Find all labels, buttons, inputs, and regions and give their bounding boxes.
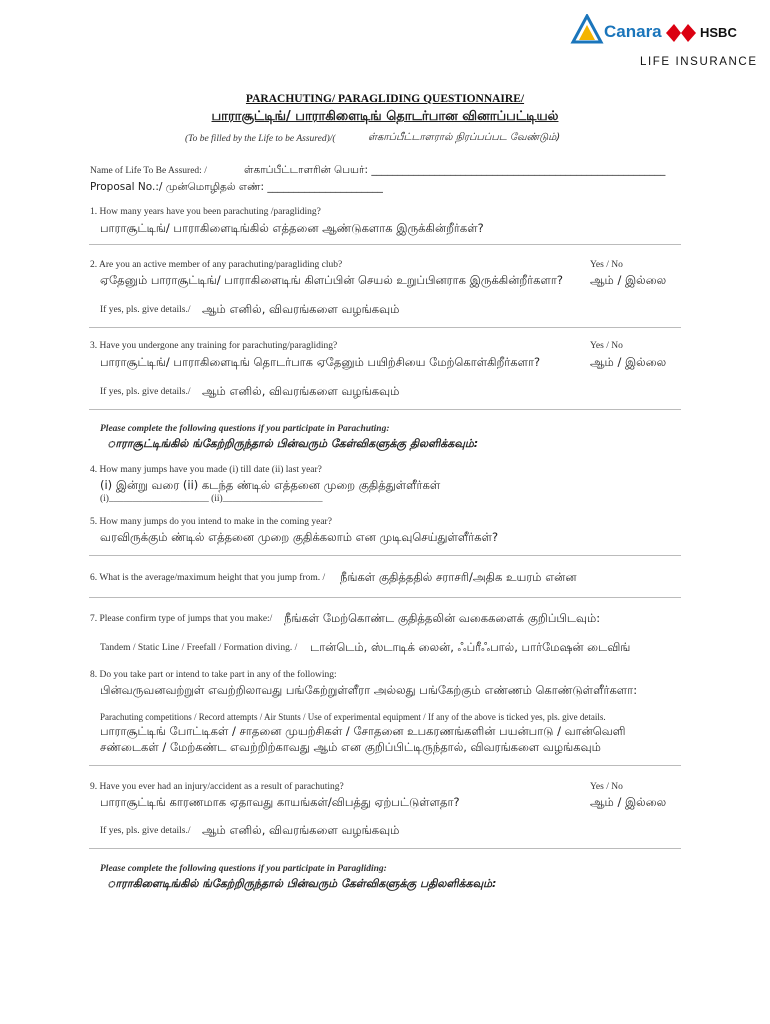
q7-text-ta: நீங்கள் மேற்கொண்ட குதித்தலின் வகைகளைக் குறிப்பிடவும்: xyxy=(284,611,601,625)
title-ta: பாராசூட்டிங்/ பாராகிளைடிங் தொடர்பான வினாப்பட்டியல் xyxy=(211,109,559,124)
q7-types-ta: டான்டெம், ஸ்டாடிக் லைன், ஃப்ரீஃபால், பார்மேஷன் டைவிங் xyxy=(310,640,631,654)
q3-yes-no-ta[interactable]: ஆம் / இல்லை xyxy=(590,355,667,369)
q9-text-ta: பாராசூட்டிங் காரணமாக ஏதாவது காயங்கள்/விபத்து ஏற்பட்டுள்ளதா? xyxy=(100,795,460,809)
q1-text-ta: பாராசூட்டிங்/ பாராகிளைடிங்கில் எத்தனை ஆண்டுகளாக இருக்கின்றீர்கள்? xyxy=(100,221,484,235)
q9-text-en: 9. Have you ever had an injury/accident as a result of parachuting? xyxy=(90,782,344,792)
canara-logo-icon xyxy=(570,14,604,48)
q2-yes-no-ta[interactable]: ஆம் / இல்லை xyxy=(590,273,667,287)
q3-answer-line[interactable] xyxy=(89,409,681,410)
life-insurance-wordmark: LIFE INSURANCE xyxy=(640,56,758,68)
q2-details-en: If yes, pls. give details./ xyxy=(100,305,191,315)
subtitle-ta: ள்காப்பீட்டாளரால் நிரப்பப்பட வேண்டும்) xyxy=(368,132,561,143)
q1-text-en: 1. How many years have you been parachuting /paragliding? xyxy=(90,207,321,217)
q2-yes-no-en[interactable]: Yes / No xyxy=(590,260,623,270)
q8-list-en: Parachuting competitions / Record attempts / Air Stunts / Use of experimental equipment / If any of the above is ticked yes, pls. give details. xyxy=(100,712,606,722)
proposal-field[interactable]: Proposal No.:/ முன்மொழிதல் எண்: ______________________ xyxy=(90,181,383,193)
q9-yes-no-en[interactable]: Yes / No xyxy=(590,782,623,792)
q9-yes-no-ta[interactable]: ஆம் / இல்லை xyxy=(590,795,667,809)
q3-yes-no-en[interactable]: Yes / No xyxy=(590,341,623,351)
hsbc-wordmark: HSBC xyxy=(700,25,737,40)
q8-answer-line[interactable] xyxy=(89,765,681,766)
q9-answer-line[interactable] xyxy=(89,848,681,849)
q3-details-en: If yes, pls. give details./ xyxy=(100,387,191,397)
q8-list-ta-line2: சண்டைகள் / மேற்கண்ட எவற்றிற்காவது ஆம் என குறிப்பிட்டிருந்தால், விவரங்களை வழங்கவும் xyxy=(100,740,601,754)
q4-text-ta: (i) இன்று வரை (ii) கடந்த ண்டில் எத்தனை முறை குதித்துள்ளீர்கள் xyxy=(100,478,441,492)
q1-answer-line[interactable] xyxy=(89,244,681,245)
company-logo xyxy=(570,14,758,74)
q6-text-ta: நீங்கள் குதித்ததில் சராசரி/அதிக உயரம் என்ன xyxy=(340,570,577,584)
name-field[interactable]: ள்காப்பீட்டாளரின் பெயர்: ________________________________________________________ xyxy=(244,164,666,176)
q7-text-en: 7. Please confirm type of jumps that you make:/ xyxy=(90,614,273,624)
parachuting-section-ta: ாராசூட்டிங்கில் ங்கேற்றிருந்தால் பின்வரும் கேள்விகளுக்கு திலளிக்கவும்: xyxy=(107,437,479,450)
hsbc-hexagon-icon xyxy=(666,24,696,42)
q3-text-ta: பாராசூட்டிங்/ பாராகிளைடிங் தொடர்பாக ஏதேனும் பயிற்சியை மேற்கொள்கிறீர்களா? xyxy=(100,355,541,369)
q2-text-en: 2. Are you an active member of any parachuting/paragliding club? xyxy=(90,260,343,270)
q8-list-ta-line1: பாராசூட்டிங் போட்டிகள் / சாதனை முயற்சிகள் / சோதனை உபகரணங்களின் பயன்பாடு / வான்வெளி xyxy=(100,724,626,738)
q4-blanks[interactable]: (i)_____________________ (ii)_____________________ xyxy=(100,494,323,504)
q2-answer-line[interactable] xyxy=(89,327,681,328)
q8-text-ta: பின்வருவனவற்றுள் எவற்றிலாவது பங்கேற்றுள்ளீரா அல்லது பங்கேற்கும் எண்ணம் கொண்டுள்ளீர்களா: xyxy=(100,683,638,697)
q3-text-en: 3. Have you undergone any training for parachuting/paragliding? xyxy=(90,341,338,351)
paragliding-section-ta: ாராகிளைடிங்கில் ங்கேற்றிருந்தால் பின்வரும் கேள்விகளுக்கு பதிலளிக்கவும்: xyxy=(107,877,497,890)
q7-types-en: Tandem / Static Line / Freefall / Formation diving. / xyxy=(100,643,298,653)
q9-details-ta: ஆம் எனில், விவரங்களை வழங்கவும் xyxy=(202,823,400,837)
q2-details-ta: ஆம் எனில், விவரங்களை வழங்கவும் xyxy=(202,302,400,316)
name-label-en: Name of Life To Be Assured: / xyxy=(90,166,207,176)
q6-text-en: 6. What is the average/maximum height that you jump from. / xyxy=(90,573,326,583)
q5-text-en: 5. How many jumps do you intend to make in the coming year? xyxy=(90,517,332,527)
q5-text-ta: வரவிருக்கும் ண்டில் எத்தனை முறை குதிக்கலாம் என முடிவுசெய்துள்ளீர்கள்? xyxy=(100,530,499,544)
parachuting-section-en: Please complete the following questions if you participate in Parachuting: xyxy=(100,424,390,434)
q3-details-ta: ஆம் எனில், விவரங்களை வழங்கவும் xyxy=(202,384,400,398)
q6-answer-line[interactable] xyxy=(89,597,681,598)
paragliding-section-en: Please complete the following questions if you participate in Paragliding: xyxy=(100,864,387,874)
subtitle-en: (To be filled by the Life to be Assured)/( xyxy=(185,134,336,144)
q4-text-en: 4. How many jumps have you made (i) till date (ii) last year? xyxy=(90,465,322,475)
title-en: PARACHUTING/ PARAGLIDING QUESTIONNAIRE/ xyxy=(245,93,525,105)
q2-text-ta: ஏதேனும் பாராசூட்டிங்/ பாராகிளைடிங் கிளப்பின் செயல் உறுப்பினராக இருக்கின்றீர்களா? xyxy=(100,273,564,287)
q8-text-en: 8. Do you take part or intend to take part in any of the following: xyxy=(90,670,337,680)
q9-details-en: If yes, pls. give details./ xyxy=(100,826,191,836)
canara-wordmark: Canara xyxy=(604,22,662,41)
q5-answer-line[interactable] xyxy=(89,555,681,556)
